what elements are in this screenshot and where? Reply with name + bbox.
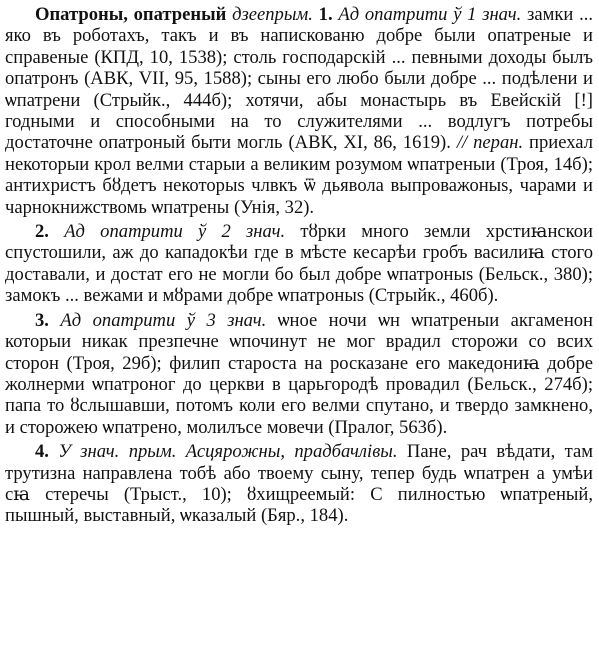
figurative-tag: // перан. bbox=[456, 132, 524, 154]
sense-citations: тȣрки много земли хрстиꙗнскои спустошили, аж до кападокѣи где в мѣсте кесарѣи гробъ василиꙗ стого доставали, и достат его не могли бо был добре ѡпатроныѕ (Бельск., 380); замокъ ... вежами и мȣрами добре ѡпатроныѕ (Стрыйк., 460б). bbox=[5, 221, 593, 307]
sense-citations: Пане, рач вѣдати, там трутизна направлена тобѣ або твоему сыну, тепер будь ѡпатрен а умѣи сꙗ стеречы (Трыст., 10); ȣхищреемый: С пилностью ѡпатреный, пышный, выставный, ѡказалый (Бяр., 184). bbox=[5, 441, 593, 527]
sense-reference: Ад опатрити ў 2 знач. bbox=[64, 221, 286, 243]
sense-3 bbox=[5, 310, 593, 438]
sense-reference: У знач. прым. Асцярожны, прадбачлівы. bbox=[58, 441, 398, 463]
sense-citations: замки ... яко въ роботахъ, такъ и въ напискованю добре были опатреные и справеные (КПД, 10, 1538); столь господарскій ... певными доходы былъ опатронъ (АВК, VII, 95, 1588); сыны его любо были добре ... подѣлени и ѡпатрени (Стрыйк., 444б); хотячи, абы монастырь въ Евейскій [!] годными и способными на то служителями ... водлугъ потребы достаточне опатроный быти могль (АВК, XI, 86, 1619). bbox=[5, 4, 594, 154]
headword: Опатроны, опатреный bbox=[35, 4, 227, 25]
sense-citations-figurative: приехал некоторыи крол велми старыи а великим розумом ѡпатреныи (Троя, 14б); антихристъ бȣдетъ некоторыѕ члвкъ ѿ дьявола выпроважоныѕ, чарами и чарнокнижствомь ѡпатрены (Унія, 32). bbox=[5, 132, 593, 218]
sense-2 bbox=[5, 221, 593, 307]
sense-number: 2. bbox=[35, 221, 49, 243]
sense-reference: Ад опатрити ў 1 знач. bbox=[338, 4, 522, 25]
sense-reference: Ад опатрити ў 3 знач. bbox=[60, 309, 267, 331]
sense-number: 3. bbox=[35, 309, 49, 331]
sense-number: 1. bbox=[318, 4, 333, 25]
sense-1 bbox=[5, 4, 593, 218]
sense-4 bbox=[5, 441, 593, 527]
sense-citations: ѡное ночи ѡн ѡпатреныи акгаменон которыи никак презпечне ѡпочинут не мог врадил сторожи со всих сторон (Троя, 29б); филип староста на росказане его македониꙗ добре жолнерми ѡпатроног до церкви в царьгородѣ провадил (Бельск., 274б); папа то ȣслышавши, потомъ коли его велми спутано, и твердо замкнено, и сторожею ѡпатрено, молилъсе мовечи (Пралог, 563б). bbox=[5, 309, 594, 438]
part-of-speech: дзеепрым. bbox=[232, 4, 313, 25]
sense-number: 4. bbox=[35, 441, 49, 463]
